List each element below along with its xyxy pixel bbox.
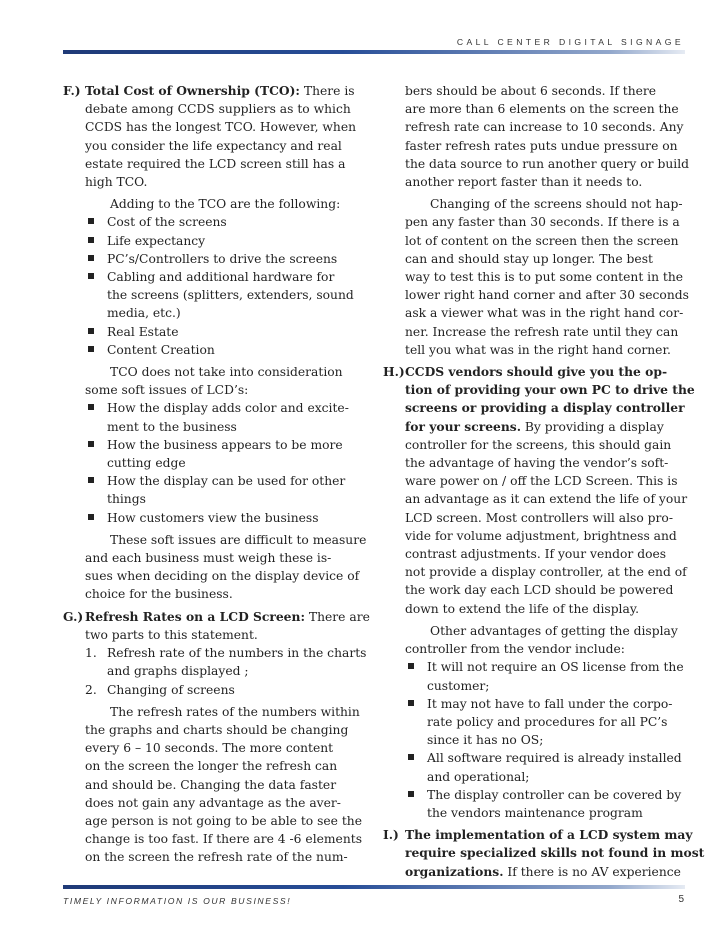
bullet-item: Cost of the screens <box>63 213 368 231</box>
text-line: another report faster than it needs to. <box>405 175 643 190</box>
bullet-item: Life expectancy <box>63 232 368 250</box>
text-line: are more than 6 elements on the screen the <box>405 102 679 117</box>
text-line: bers should be about 6 seconds. If there <box>405 84 657 98</box>
text-line: the data source to run another query or build <box>405 156 689 171</box>
bullet-item: Content Creation <box>63 341 368 359</box>
bullet-item: All software required is already installed <box>383 749 688 767</box>
paragraph-line: Adding to the TCO are the following: <box>110 197 341 212</box>
text-line: estate required the LCD screen still has a <box>85 156 346 171</box>
text-line: age person is not going to be able to see the <box>85 813 362 828</box>
square-bullet-icon <box>88 441 94 447</box>
bullet-item: How the business appears to be more <box>63 436 368 454</box>
bullet-item: PC’s/Controllers to drive the screens <box>63 250 368 268</box>
text-line: require specialized skills not found in most <box>405 845 705 861</box>
section-heading: Total Cost of Ownership (TCO): <box>85 83 300 98</box>
bullet-item: How the display can be used for other <box>63 472 368 490</box>
text-line: contrast adjustments. If your vendor does <box>405 547 667 562</box>
text-line: controller from the vendor include: <box>405 642 625 657</box>
text-line: debate among CCDS suppliers as to which <box>85 102 351 117</box>
text-line: some soft issues of LCD’s: <box>85 383 249 398</box>
section-marker: F.) <box>63 83 81 98</box>
text-line: lot of content on the screen then the screen <box>405 233 679 248</box>
text-line: you consider the life expectancy and real <box>85 138 342 153</box>
section-g <box>63 608 368 867</box>
text-line: the graphs and charts should be changing <box>85 722 349 737</box>
text-line: not provide a display controller, at the end of <box>405 565 687 580</box>
section-marker: G.) <box>63 608 84 624</box>
square-bullet-icon <box>88 328 94 334</box>
text-line: way to test this is to put some content in the <box>405 270 684 285</box>
text-line: does not gain any advantage as the aver- <box>85 795 341 810</box>
text-line: organizations. If there is no AV experience <box>405 863 681 879</box>
section-heading: CCDS vendors should give you the op- <box>405 364 668 380</box>
text-line: ask a viewer what was in the right hand cor- <box>405 306 684 321</box>
square-bullet-icon <box>88 255 94 261</box>
text-line: vide for volume adjustment, brightness and <box>405 528 677 543</box>
text-line: sues when deciding on the display device of <box>85 569 360 584</box>
bullet-item: How customers view the business <box>63 509 368 527</box>
text-line: lower right hand corner and after 30 seconds <box>405 288 689 303</box>
section-f <box>63 82 368 604</box>
square-bullet-icon <box>408 700 414 706</box>
item-number: 1. <box>85 646 97 661</box>
paragraph-line: Other advantages of getting the display <box>430 623 678 638</box>
text-line: high TCO. <box>85 175 148 190</box>
right-column <box>383 82 705 881</box>
square-bullet-icon <box>88 218 94 224</box>
bullet-continuation: and operational; <box>427 769 530 784</box>
text-line: two parts to this statement. <box>85 627 258 642</box>
text-line: the advantage of having the vendor’s soft- <box>405 456 669 471</box>
text-line: an advantage as it can extend the life of your <box>405 492 688 507</box>
text-line: tell you what was in the right hand corner. <box>405 342 671 357</box>
square-bullet-icon <box>408 663 414 669</box>
text-line: controller for the screens, this should gain <box>405 437 672 452</box>
text-line: LCD screen. Most controllers will also pro- <box>405 510 673 525</box>
section-heading: The implementation of a LCD system may <box>405 827 693 843</box>
text-line: CCDS has the longest TCO. However, when <box>85 120 357 135</box>
text-line: pen any faster than 30 seconds. If there is a <box>405 215 680 230</box>
paragraph-line: These soft issues are difficult to measure <box>110 532 367 547</box>
numbered-continuation: and graphs displayed ; <box>107 664 249 679</box>
square-bullet-icon <box>88 477 94 483</box>
section-marker: H.) <box>383 364 405 380</box>
bullet-continuation: ment to the business <box>107 419 237 434</box>
bullet-item: Real Estate <box>63 323 368 341</box>
square-bullet-icon <box>88 404 94 410</box>
text-line: the work day each LCD should be powered <box>405 583 674 598</box>
bullet-continuation: rate policy and procedures for all PC’s <box>427 714 668 729</box>
text-line: ner. Increase the refresh rate until they can <box>405 324 679 339</box>
bullet-item: It will not require an OS license from the <box>383 658 688 676</box>
section-h <box>383 363 695 822</box>
text-line: refresh rate can increase to 10 seconds. Any <box>405 120 684 135</box>
text-line: change is too fast. If there are 4 -6 elements <box>85 832 363 847</box>
square-bullet-icon <box>408 754 414 760</box>
text-line: choice for the business. <box>85 587 233 602</box>
square-bullet-icon <box>88 273 94 279</box>
running-header-title: CALL CENTER DIGITAL SIGNAGE <box>456 37 684 47</box>
bullet-item: How the display adds color and excite- <box>63 399 368 417</box>
square-bullet-icon <box>88 237 94 243</box>
bullet-continuation: media, etc.) <box>107 306 181 321</box>
text-line: tion of providing your own PC to drive the <box>405 382 695 398</box>
section-marker: I.) <box>383 827 399 843</box>
text-line: and each business must weigh these is- <box>85 551 332 566</box>
numbered-item: 2. Changing of screens <box>63 681 368 699</box>
text-line: faster refresh rates puts undue pressure on <box>405 138 678 153</box>
bullet-continuation: cutting edge <box>107 456 186 471</box>
text-line: There is <box>299 84 355 98</box>
text-line: can and should stay up longer. The best <box>405 251 653 266</box>
bullet-item: Cabling and additional hardware for <box>63 268 368 286</box>
paragraph-line: Changing of the screens should not hap- <box>430 197 683 212</box>
text-line: for your screens. By providing a display <box>405 418 664 434</box>
footer-rule <box>63 885 685 889</box>
text-line: and should be. Changing the data faster <box>85 777 337 792</box>
bullet-continuation: the vendors maintenance program <box>427 805 643 820</box>
text-line: on the screen the refresh rate of the num- <box>85 850 348 865</box>
header-rule <box>63 50 685 54</box>
paragraph-line: The refresh rates of the numbers within <box>110 704 360 719</box>
page-number: 5 <box>678 894 684 905</box>
bullet-continuation: customer; <box>427 678 490 693</box>
text-line: There are <box>304 609 370 624</box>
text-line: on the screen the longer the refresh can <box>85 759 338 774</box>
bullet-continuation: since it has no OS; <box>427 733 544 748</box>
section-i <box>383 826 705 881</box>
item-number: 2. <box>85 682 97 697</box>
bullet-continuation: the screens (splitters, extenders, sound <box>107 288 354 303</box>
numbered-item: 1. Refresh rate of the numbers in the charts <box>63 644 368 662</box>
bullet-item: It may not have to fall under the corpo- <box>383 695 688 713</box>
square-bullet-icon <box>88 346 94 352</box>
left-column <box>63 82 368 867</box>
bullet-item: The display controller can be covered by <box>383 786 688 804</box>
paragraph-line: TCO does not take into consideration <box>110 365 343 380</box>
text-line: every 6 – 10 seconds. The more content <box>85 741 334 756</box>
text-line: down to extend the life of the display. <box>405 601 640 616</box>
section-g-continued <box>383 82 688 359</box>
square-bullet-icon <box>408 791 414 797</box>
bullet-continuation: things <box>107 492 146 507</box>
text-line: screens or providing a display controller <box>405 400 685 416</box>
square-bullet-icon <box>88 514 94 520</box>
text-line: ware power on / off the LCD Screen. This is <box>405 474 678 489</box>
section-heading: Refresh Rates on a LCD Screen: <box>85 608 305 624</box>
footer-tagline: TIMELY INFORMATION IS OUR BUSINESS! <box>63 896 292 906</box>
